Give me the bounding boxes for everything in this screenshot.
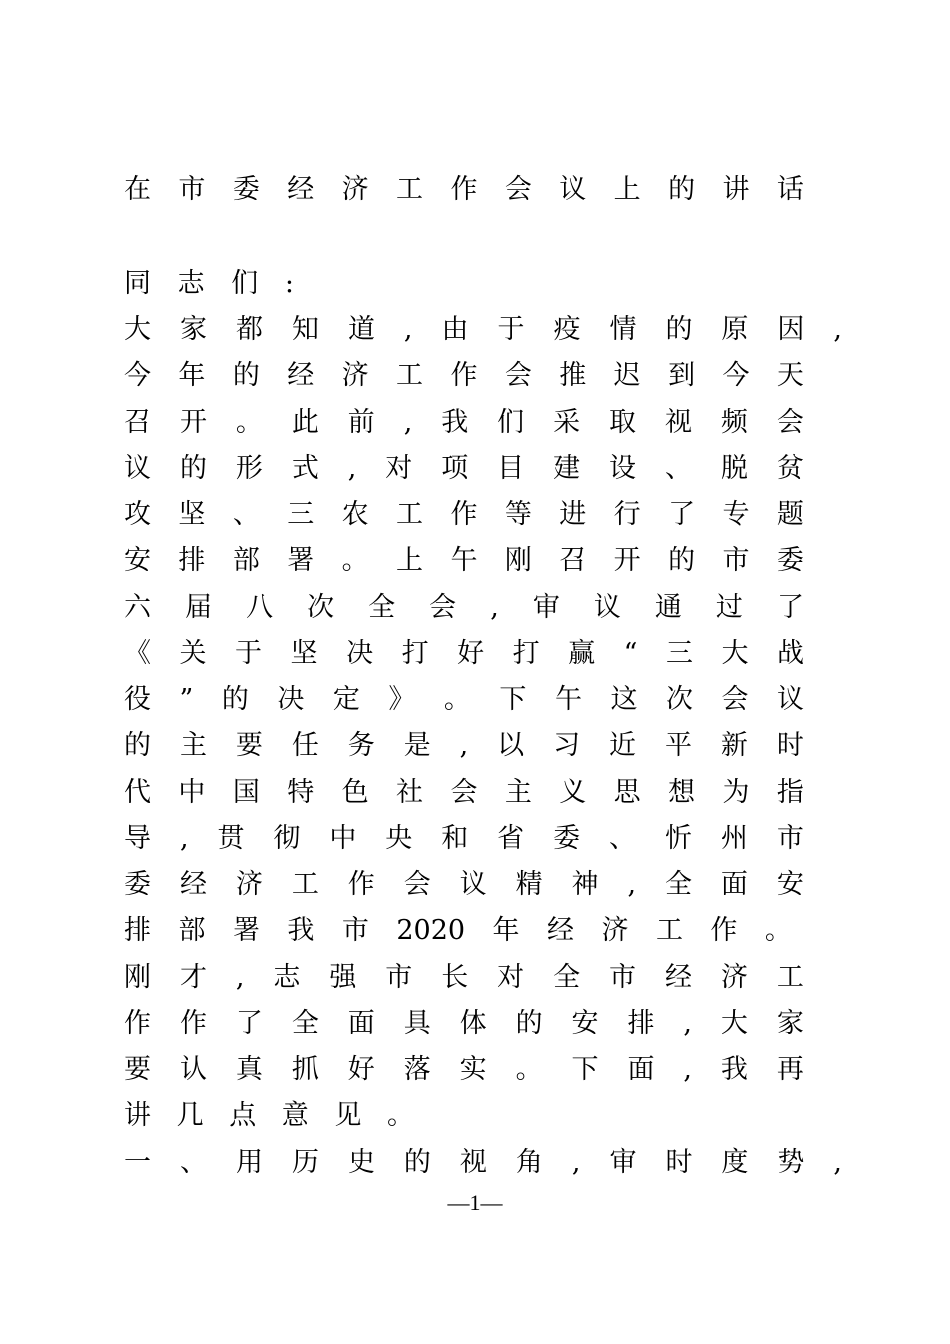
- text-glyph: 的: [515, 1008, 543, 1039]
- text-glyph: 话: [776, 174, 804, 205]
- text-glyph: 济: [601, 915, 629, 946]
- text-glyph: 到: [668, 360, 696, 391]
- text-glyph: 真: [235, 1054, 263, 1085]
- text-glyph: 以: [497, 730, 525, 761]
- text-glyph: 面: [720, 869, 748, 900]
- text-glyph: 大: [124, 314, 151, 345]
- text-glyph: 经: [547, 915, 574, 946]
- text-glyph: 平: [664, 730, 692, 761]
- text-glyph: ,: [627, 869, 637, 900]
- text-glyph: 。: [443, 684, 471, 715]
- text-glyph: 近: [609, 730, 637, 761]
- text-glyph: 项: [441, 453, 469, 484]
- text-glyph: 审: [532, 592, 560, 623]
- text-glyph: 时: [776, 730, 804, 761]
- text-glyph: 了: [668, 499, 696, 530]
- text-glyph: 年: [492, 915, 520, 946]
- text-glyph: 排: [124, 915, 151, 946]
- text-glyph: 工: [396, 499, 424, 530]
- text-glyph: 《: [124, 638, 151, 669]
- text-glyph: 对: [497, 962, 525, 993]
- text-glyph: 因: [777, 314, 805, 345]
- text-glyph: 我: [441, 407, 469, 438]
- text-glyph: 会: [721, 684, 749, 715]
- text-glyph: 安: [776, 869, 804, 900]
- text-glyph: 设: [609, 453, 637, 484]
- text-glyph: 下: [499, 684, 527, 715]
- text-glyph: ,: [683, 1054, 692, 1085]
- text-glyph: 我: [287, 915, 315, 946]
- text-glyph: 中: [178, 777, 206, 808]
- text-glyph: 州: [720, 823, 748, 854]
- text-glyph: 同: [124, 268, 151, 299]
- text-glyph: 经: [179, 869, 207, 900]
- text-glyph: 坚: [178, 499, 206, 530]
- text-glyph: 历: [291, 1147, 319, 1178]
- text-glyph: 济: [720, 962, 748, 993]
- text-glyph: 工: [776, 962, 804, 993]
- text-glyph: 年: [178, 360, 206, 391]
- text-glyph: 面: [347, 1008, 375, 1039]
- text-glyph: 战: [777, 638, 804, 669]
- text-glyph: 会: [504, 360, 532, 391]
- text-glyph: 指: [776, 777, 804, 808]
- text-glyph: 视: [459, 1147, 487, 1178]
- text-glyph: 家: [776, 1008, 804, 1039]
- text-glyph: 志: [273, 962, 301, 993]
- text-glyph: 作: [450, 174, 478, 205]
- text-glyph: 委: [553, 823, 581, 854]
- text-glyph: 长: [441, 962, 469, 993]
- text-glyph: ,: [403, 407, 413, 438]
- text-glyph: 作: [347, 869, 375, 900]
- text-glyph: 全: [664, 869, 692, 900]
- text-glyph: ,: [403, 314, 413, 345]
- text-glyph: 好: [347, 1054, 375, 1085]
- body-line: [124, 1100, 414, 1132]
- text-glyph: 下: [571, 1054, 599, 1085]
- text-glyph: 委: [232, 174, 260, 205]
- text-glyph: 2020: [396, 915, 466, 946]
- text-glyph: 点: [229, 1100, 257, 1131]
- text-glyph: 新: [720, 730, 748, 761]
- text-glyph: 思: [613, 777, 641, 808]
- text-glyph: 刚: [124, 962, 151, 993]
- text-glyph: 过: [715, 592, 743, 623]
- text-glyph: 济: [341, 360, 369, 391]
- text-glyph: 赢: [568, 638, 596, 669]
- text-glyph: 审: [609, 1147, 637, 1178]
- text-glyph: 主: [179, 730, 207, 761]
- text-glyph: 通: [654, 592, 682, 623]
- text-glyph: 开: [613, 545, 641, 576]
- text-glyph: 的: [668, 174, 696, 205]
- text-glyph: 彻: [273, 823, 301, 854]
- text-glyph: 任: [291, 730, 319, 761]
- text-glyph: “: [623, 638, 638, 669]
- text-glyph: 。: [341, 545, 369, 576]
- text-glyph: 们: [231, 268, 259, 299]
- text-glyph: 的: [124, 730, 151, 761]
- text-glyph: 开: [179, 407, 207, 438]
- text-glyph: 安: [571, 1008, 599, 1039]
- text-glyph: 于: [235, 638, 263, 669]
- text-glyph: 史: [347, 1147, 375, 1178]
- text-glyph: 上: [613, 174, 641, 205]
- text-glyph: 会: [504, 174, 532, 205]
- text-glyph: 道: [347, 314, 375, 345]
- text-glyph: 讲: [124, 1100, 151, 1131]
- text-glyph: ,: [490, 592, 499, 623]
- text-glyph: 署: [232, 915, 260, 946]
- text-glyph: 关: [179, 638, 207, 669]
- text-glyph: 全: [553, 962, 581, 993]
- text-glyph: 、: [179, 1147, 207, 1178]
- text-glyph: ,: [347, 453, 357, 484]
- text-glyph: 八: [246, 592, 274, 623]
- text-glyph: 、: [609, 823, 637, 854]
- text-glyph: 的: [221, 684, 249, 715]
- text-glyph: 会: [403, 869, 431, 900]
- body-line: [124, 962, 804, 994]
- text-glyph: 次: [307, 592, 335, 623]
- text-glyph: 形: [235, 453, 263, 484]
- body-line: [124, 915, 792, 947]
- text-glyph: 等: [504, 499, 532, 530]
- text-glyph: 脱: [720, 453, 748, 484]
- text-glyph: 题: [776, 499, 804, 530]
- text-glyph: 情: [609, 314, 637, 345]
- text-glyph: 议: [459, 869, 487, 900]
- text-glyph: 的: [403, 1147, 431, 1178]
- text-glyph: 频: [720, 407, 748, 438]
- text-glyph: 决: [277, 684, 305, 715]
- text-glyph: 工: [396, 174, 424, 205]
- text-glyph: 安: [124, 545, 151, 576]
- text-glyph: ,: [571, 1147, 581, 1178]
- text-glyph: 议: [777, 684, 804, 715]
- body-line: [124, 499, 804, 531]
- text-glyph: 了: [235, 1008, 263, 1039]
- greeting: [124, 268, 294, 300]
- text-glyph: 市: [776, 823, 804, 854]
- text-glyph: 次: [665, 684, 693, 715]
- text-glyph: 中: [329, 823, 357, 854]
- text-glyph: 三: [287, 499, 315, 530]
- text-glyph: ,: [235, 962, 245, 993]
- text-glyph: 于: [497, 314, 525, 345]
- body-line: [124, 823, 804, 855]
- body-line: [124, 730, 804, 762]
- text-glyph: 作: [124, 1008, 151, 1039]
- text-glyph: 打: [512, 638, 540, 669]
- text-glyph: 届: [185, 592, 213, 623]
- text-glyph: 此: [291, 407, 319, 438]
- text-glyph: 全: [368, 592, 396, 623]
- text-glyph: 、: [232, 499, 260, 530]
- text-glyph: 工: [291, 869, 319, 900]
- body-line: [124, 592, 804, 624]
- text-glyph: 用: [235, 1147, 263, 1178]
- body-line: [124, 545, 804, 577]
- text-glyph: 市: [385, 962, 413, 993]
- text-glyph: 。: [764, 915, 792, 946]
- text-glyph: 委: [776, 545, 804, 576]
- text-glyph: 了: [776, 592, 804, 623]
- text-glyph: 主: [504, 777, 532, 808]
- text-glyph: 央: [385, 823, 413, 854]
- text-glyph: 度: [721, 1147, 749, 1178]
- text-glyph: 见: [334, 1100, 362, 1131]
- text-glyph: 进: [559, 499, 587, 530]
- text-glyph: 上: [396, 545, 424, 576]
- page-number: —1—: [447, 1190, 503, 1215]
- text-glyph: 午: [450, 545, 478, 576]
- text-glyph: 疫: [553, 314, 581, 345]
- body-line: [124, 638, 804, 670]
- text-glyph: 推: [559, 360, 587, 391]
- text-glyph: 贫: [776, 453, 804, 484]
- text-glyph: 我: [720, 1054, 748, 1085]
- text-glyph: 体: [459, 1008, 487, 1039]
- text-glyph: 作: [450, 499, 478, 530]
- text-glyph: 全: [291, 1008, 319, 1039]
- text-glyph: 再: [776, 1054, 804, 1085]
- text-glyph: 经: [664, 962, 692, 993]
- text-glyph: 委: [124, 869, 151, 900]
- text-glyph: 经: [287, 360, 315, 391]
- text-glyph: 要: [124, 1054, 151, 1085]
- text-glyph: 具: [403, 1008, 431, 1039]
- text-glyph: 署: [287, 545, 315, 576]
- text-glyph: 习: [553, 730, 581, 761]
- text-glyph: 打: [401, 638, 429, 669]
- text-glyph: 部: [232, 545, 260, 576]
- text-glyph: :: [284, 268, 294, 299]
- text-glyph: 、: [664, 453, 692, 484]
- text-glyph: 知: [291, 314, 319, 345]
- text-glyph: 建: [553, 453, 581, 484]
- text-glyph: 午: [554, 684, 582, 715]
- text-glyph: 几: [176, 1100, 204, 1131]
- text-glyph: 家: [179, 314, 207, 345]
- text-glyph: 为: [722, 777, 750, 808]
- text-glyph: 大: [721, 638, 749, 669]
- text-glyph: 都: [235, 314, 263, 345]
- text-glyph: 落: [403, 1054, 431, 1085]
- text-glyph: 市: [341, 915, 369, 946]
- text-glyph: 要: [235, 730, 263, 761]
- text-glyph: 省: [497, 823, 525, 854]
- text-glyph: 义: [559, 777, 587, 808]
- text-glyph: 好: [457, 638, 485, 669]
- text-glyph: 对: [385, 453, 413, 484]
- text-glyph: 角: [515, 1147, 543, 1178]
- body-line: [124, 407, 804, 439]
- text-glyph: 天: [776, 360, 804, 391]
- text-glyph: 想: [668, 777, 696, 808]
- text-glyph: 役: [124, 684, 151, 715]
- text-glyph: 采: [553, 407, 581, 438]
- text-glyph: 专: [722, 499, 750, 530]
- text-glyph: 视: [664, 407, 692, 438]
- body-line: [124, 869, 804, 901]
- text-glyph: ,: [833, 1147, 842, 1178]
- text-glyph: 的: [665, 314, 693, 345]
- text-glyph: 迟: [613, 360, 641, 391]
- text-glyph: 排: [627, 1008, 655, 1039]
- text-glyph: 志: [177, 268, 205, 299]
- text-glyph: 抓: [291, 1054, 319, 1085]
- text-glyph: 部: [178, 915, 206, 946]
- text-glyph: 目: [497, 453, 525, 484]
- body-line: [124, 453, 804, 485]
- text-glyph: 作: [710, 915, 738, 946]
- text-glyph: 会: [450, 777, 478, 808]
- text-glyph: 是: [403, 730, 431, 761]
- text-glyph: 的: [179, 453, 207, 484]
- text-glyph: 工: [396, 360, 424, 391]
- body-line: [124, 314, 842, 346]
- text-glyph: 作: [179, 1008, 207, 1039]
- text-glyph: 济: [235, 869, 263, 900]
- text-glyph: 召: [559, 545, 587, 576]
- body-line: [124, 1054, 804, 1086]
- text-glyph: 特: [287, 777, 315, 808]
- text-glyph: ”: [179, 684, 194, 715]
- text-glyph: 会: [429, 592, 457, 623]
- document-title: [124, 174, 804, 206]
- text-glyph: 们: [497, 407, 525, 438]
- text-glyph: 一: [124, 1147, 151, 1178]
- text-glyph: 。: [515, 1054, 543, 1085]
- text-glyph: ,: [459, 730, 469, 761]
- text-glyph: 济: [341, 174, 369, 205]
- text-glyph: 忻: [664, 823, 692, 854]
- text-glyph: 六: [124, 592, 151, 623]
- text-glyph: 大: [720, 1008, 748, 1039]
- text-glyph: 势: [777, 1147, 805, 1178]
- text-glyph: 市: [609, 962, 637, 993]
- text-glyph: 实: [459, 1054, 487, 1085]
- text-glyph: 的: [668, 545, 696, 576]
- text-glyph: 经: [287, 174, 315, 205]
- text-glyph: 面: [627, 1054, 655, 1085]
- text-glyph: 国: [232, 777, 260, 808]
- text-glyph: 神: [571, 869, 599, 900]
- text-glyph: 议: [593, 592, 621, 623]
- text-glyph: 前: [347, 407, 375, 438]
- body-line: [124, 1147, 842, 1179]
- text-glyph: 务: [347, 730, 375, 761]
- text-glyph: 取: [609, 407, 637, 438]
- text-glyph: 时: [665, 1147, 693, 1178]
- text-glyph: 代: [124, 777, 151, 808]
- text-glyph: ,: [179, 823, 189, 854]
- text-glyph: 市: [722, 545, 750, 576]
- text-glyph: 召: [124, 407, 151, 438]
- text-glyph: 坚: [290, 638, 318, 669]
- text-glyph: 今: [124, 360, 151, 391]
- body-line: [124, 1008, 804, 1040]
- body-line: [124, 777, 804, 809]
- text-glyph: 议: [559, 174, 587, 205]
- text-glyph: 排: [178, 545, 206, 576]
- text-glyph: 。: [235, 407, 263, 438]
- text-glyph: ,: [683, 1008, 692, 1039]
- text-glyph: 三: [665, 638, 693, 669]
- text-glyph: 》: [388, 684, 416, 715]
- text-glyph: 会: [776, 407, 804, 438]
- text-glyph: 农: [341, 499, 369, 530]
- text-glyph: 认: [179, 1054, 207, 1085]
- text-glyph: 的: [232, 360, 260, 391]
- body-line: [124, 684, 804, 716]
- text-glyph: 意: [281, 1100, 309, 1131]
- text-glyph: 式: [291, 453, 319, 484]
- text-glyph: 在: [124, 174, 151, 205]
- text-glyph: 由: [441, 314, 469, 345]
- text-glyph: 和: [441, 823, 469, 854]
- text-glyph: 议: [124, 453, 151, 484]
- text-glyph: 行: [613, 499, 641, 530]
- text-glyph: ,: [833, 314, 842, 345]
- text-glyph: 贯: [217, 823, 245, 854]
- text-glyph: 精: [515, 869, 543, 900]
- text-glyph: 今: [722, 360, 750, 391]
- text-glyph: 作: [450, 360, 478, 391]
- text-glyph: 色: [341, 777, 369, 808]
- text-glyph: 攻: [124, 499, 151, 530]
- text-glyph: 市: [178, 174, 206, 205]
- text-glyph: 工: [655, 915, 683, 946]
- text-glyph: 刚: [504, 545, 532, 576]
- text-glyph: 定: [332, 684, 360, 715]
- text-glyph: 导: [124, 823, 151, 854]
- text-glyph: 决: [346, 638, 374, 669]
- text-glyph: 这: [610, 684, 638, 715]
- text-glyph: 讲: [722, 174, 750, 205]
- body-line: [124, 360, 804, 392]
- text-glyph: 社: [396, 777, 424, 808]
- text-glyph: 。: [386, 1100, 414, 1131]
- text-glyph: 才: [179, 962, 207, 993]
- text-glyph: 强: [329, 962, 357, 993]
- text-glyph: 原: [721, 314, 749, 345]
